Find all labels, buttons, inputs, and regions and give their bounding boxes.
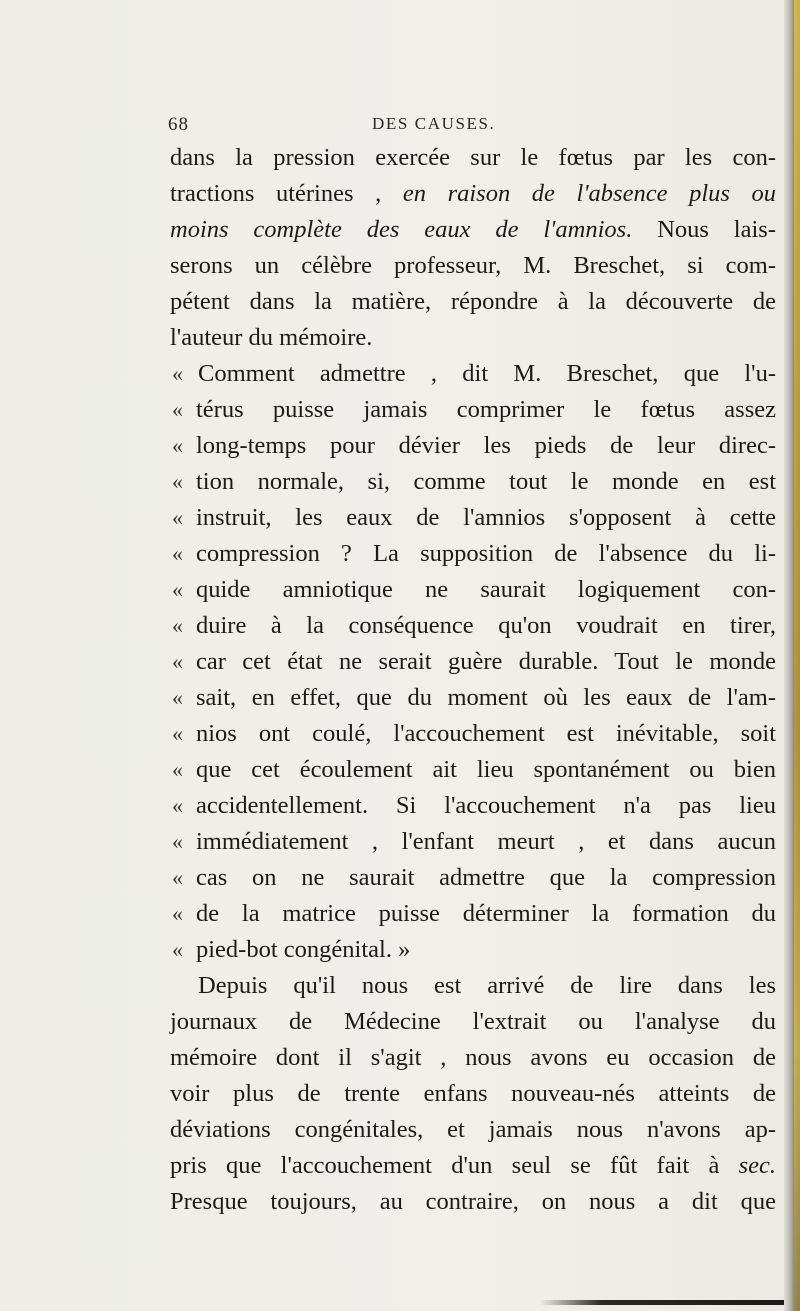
text-line xyxy=(172,644,776,680)
body-text xyxy=(170,140,776,1220)
quote-mark: « xyxy=(172,685,183,710)
line-content xyxy=(196,356,776,392)
line-content xyxy=(170,140,776,176)
line-content xyxy=(196,932,776,968)
text-line xyxy=(170,284,776,320)
text-span: tractions utérines , xyxy=(170,180,403,207)
text-line xyxy=(172,752,776,788)
line-content xyxy=(170,1076,776,1112)
text-span: que cet écoulement ait lieu spontanément ou bien xyxy=(196,756,776,783)
line-content xyxy=(196,392,776,428)
line-content xyxy=(196,824,776,860)
text-line xyxy=(170,320,776,356)
text-line xyxy=(172,356,776,392)
text-span: pris que l'accouchement d'un seul se fût fait à xyxy=(170,1152,739,1179)
line-content xyxy=(170,1040,776,1076)
quote-mark: « xyxy=(172,577,183,602)
text-line xyxy=(170,248,776,284)
text-span: de la matrice puisse déterminer la formation du xyxy=(196,900,776,927)
quote-mark: « xyxy=(172,829,183,854)
bottom-rule xyxy=(540,1300,784,1305)
quote-mark: « xyxy=(172,505,183,530)
text-line xyxy=(172,716,776,752)
text-line xyxy=(170,1040,776,1076)
text-span: instruit, les eaux de l'amnios s'opposent à cette xyxy=(196,504,776,531)
line-content xyxy=(196,788,776,824)
text-span: long-temps pour dévier les pieds de leur direc- xyxy=(196,432,776,459)
line-content xyxy=(170,212,776,248)
line-content xyxy=(196,536,776,572)
text-span: car cet état ne serait guère durable. Tout le monde xyxy=(196,648,776,675)
text-line xyxy=(170,1148,776,1184)
text-line xyxy=(172,464,776,500)
text-line xyxy=(172,608,776,644)
text-span: tion normale, si, comme tout le monde en est xyxy=(196,468,776,495)
line-content xyxy=(196,608,776,644)
text-line xyxy=(172,572,776,608)
line-content xyxy=(196,752,776,788)
text-span: sait, en effet, que du moment où les eaux de l'am- xyxy=(196,684,776,711)
page-number: 68 xyxy=(168,114,189,135)
line-content xyxy=(170,1184,776,1220)
italic-text: sec. xyxy=(738,1152,776,1179)
text-span: serons un célèbre professeur, M. Breschet, si com- xyxy=(170,252,776,279)
text-span: quide amniotique ne saurait logiquement con- xyxy=(196,576,776,603)
text-line xyxy=(172,824,776,860)
quote-mark: « xyxy=(172,433,183,458)
line-content xyxy=(170,968,776,1004)
line-content xyxy=(196,500,776,536)
text-span: Nous lais- xyxy=(632,216,776,243)
line-content xyxy=(196,644,776,680)
text-line xyxy=(172,788,776,824)
text-line xyxy=(172,896,776,932)
text-span: pied-bot congénital. » xyxy=(196,936,411,963)
quote-mark: « xyxy=(172,937,183,962)
italic-text: en raison de l'absence plus ou xyxy=(402,180,777,207)
quote-mark: « xyxy=(172,721,183,746)
text-line xyxy=(170,1076,776,1112)
quote-mark: « xyxy=(172,793,183,818)
line-content xyxy=(196,428,776,464)
text-span: Comment admettre , dit M. Breschet, que l'u- xyxy=(198,360,776,387)
text-span: térus puisse jamais comprimer le fœtus assez xyxy=(196,396,776,423)
quote-mark: « xyxy=(172,865,183,890)
quote-mark: « xyxy=(172,649,183,674)
text-line xyxy=(170,212,776,248)
quote-mark: « xyxy=(172,613,183,638)
text-line xyxy=(172,536,776,572)
line-content xyxy=(196,860,776,896)
page-edge xyxy=(784,0,800,1311)
line-content xyxy=(170,248,776,284)
text-span: déviations congénitales, et jamais nous n'avons ap- xyxy=(170,1116,776,1143)
text-span: compression ? La supposition de l'absence du li- xyxy=(196,540,776,567)
line-content xyxy=(196,680,776,716)
text-span: voir plus de trente enfans nouveau-nés atteints de xyxy=(170,1080,776,1107)
text-line xyxy=(170,1004,776,1040)
text-span: duire à la conséquence qu'on voudrait en tirer, xyxy=(196,612,776,639)
text-line xyxy=(172,860,776,896)
text-line xyxy=(170,968,776,1004)
text-span: dans la pression exercée sur le fœtus par les con- xyxy=(170,144,776,171)
text-span: cas on ne saurait admettre que la compression xyxy=(196,864,776,891)
quote-mark: « xyxy=(172,901,183,926)
text-span: pétent dans la matière, répondre à la découverte de xyxy=(170,288,776,315)
text-line xyxy=(170,140,776,176)
text-span: Presque toujours, au contraire, on nous a dit que xyxy=(170,1188,776,1215)
text-line xyxy=(172,680,776,716)
text-line xyxy=(170,176,776,212)
quote-mark: « xyxy=(172,757,183,782)
text-span: Depuis qu'il nous est arrivé de lire dans les xyxy=(198,972,776,999)
text-line xyxy=(172,932,776,968)
text-line xyxy=(172,500,776,536)
text-span: journaux de Médecine l'extrait ou l'analyse du xyxy=(170,1008,776,1035)
running-title: DES CAUSES. xyxy=(372,114,496,133)
line-content xyxy=(170,1004,776,1040)
italic-text: moins complète des eaux de l'amnios. xyxy=(170,216,633,243)
line-content xyxy=(170,320,776,356)
quote-mark: « xyxy=(172,361,183,386)
line-content xyxy=(196,572,776,608)
quote-mark: « xyxy=(172,541,183,566)
line-content xyxy=(196,896,776,932)
text-span: mémoire dont il s'agit , nous avons eu occasion de xyxy=(170,1044,776,1071)
text-line xyxy=(172,392,776,428)
line-content xyxy=(196,464,776,500)
text-line xyxy=(170,1184,776,1220)
quote-mark: « xyxy=(172,469,183,494)
text-span: immédiatement , l'enfant meurt , et dans aucun xyxy=(196,828,776,855)
text-line xyxy=(170,1112,776,1148)
text-span: accidentellement. Si l'accouchement n'a pas lieu xyxy=(196,792,776,819)
text-span: nios ont coulé, l'accouchement est inévitable, soit xyxy=(196,720,776,747)
line-content xyxy=(170,1148,776,1184)
text-line xyxy=(172,428,776,464)
line-content xyxy=(170,176,776,212)
line-content xyxy=(170,284,776,320)
quote-mark: « xyxy=(172,397,183,422)
line-content xyxy=(196,716,776,752)
line-content xyxy=(170,1112,776,1148)
text-span: l'auteur du mémoire. xyxy=(170,324,373,351)
running-head xyxy=(0,114,800,136)
